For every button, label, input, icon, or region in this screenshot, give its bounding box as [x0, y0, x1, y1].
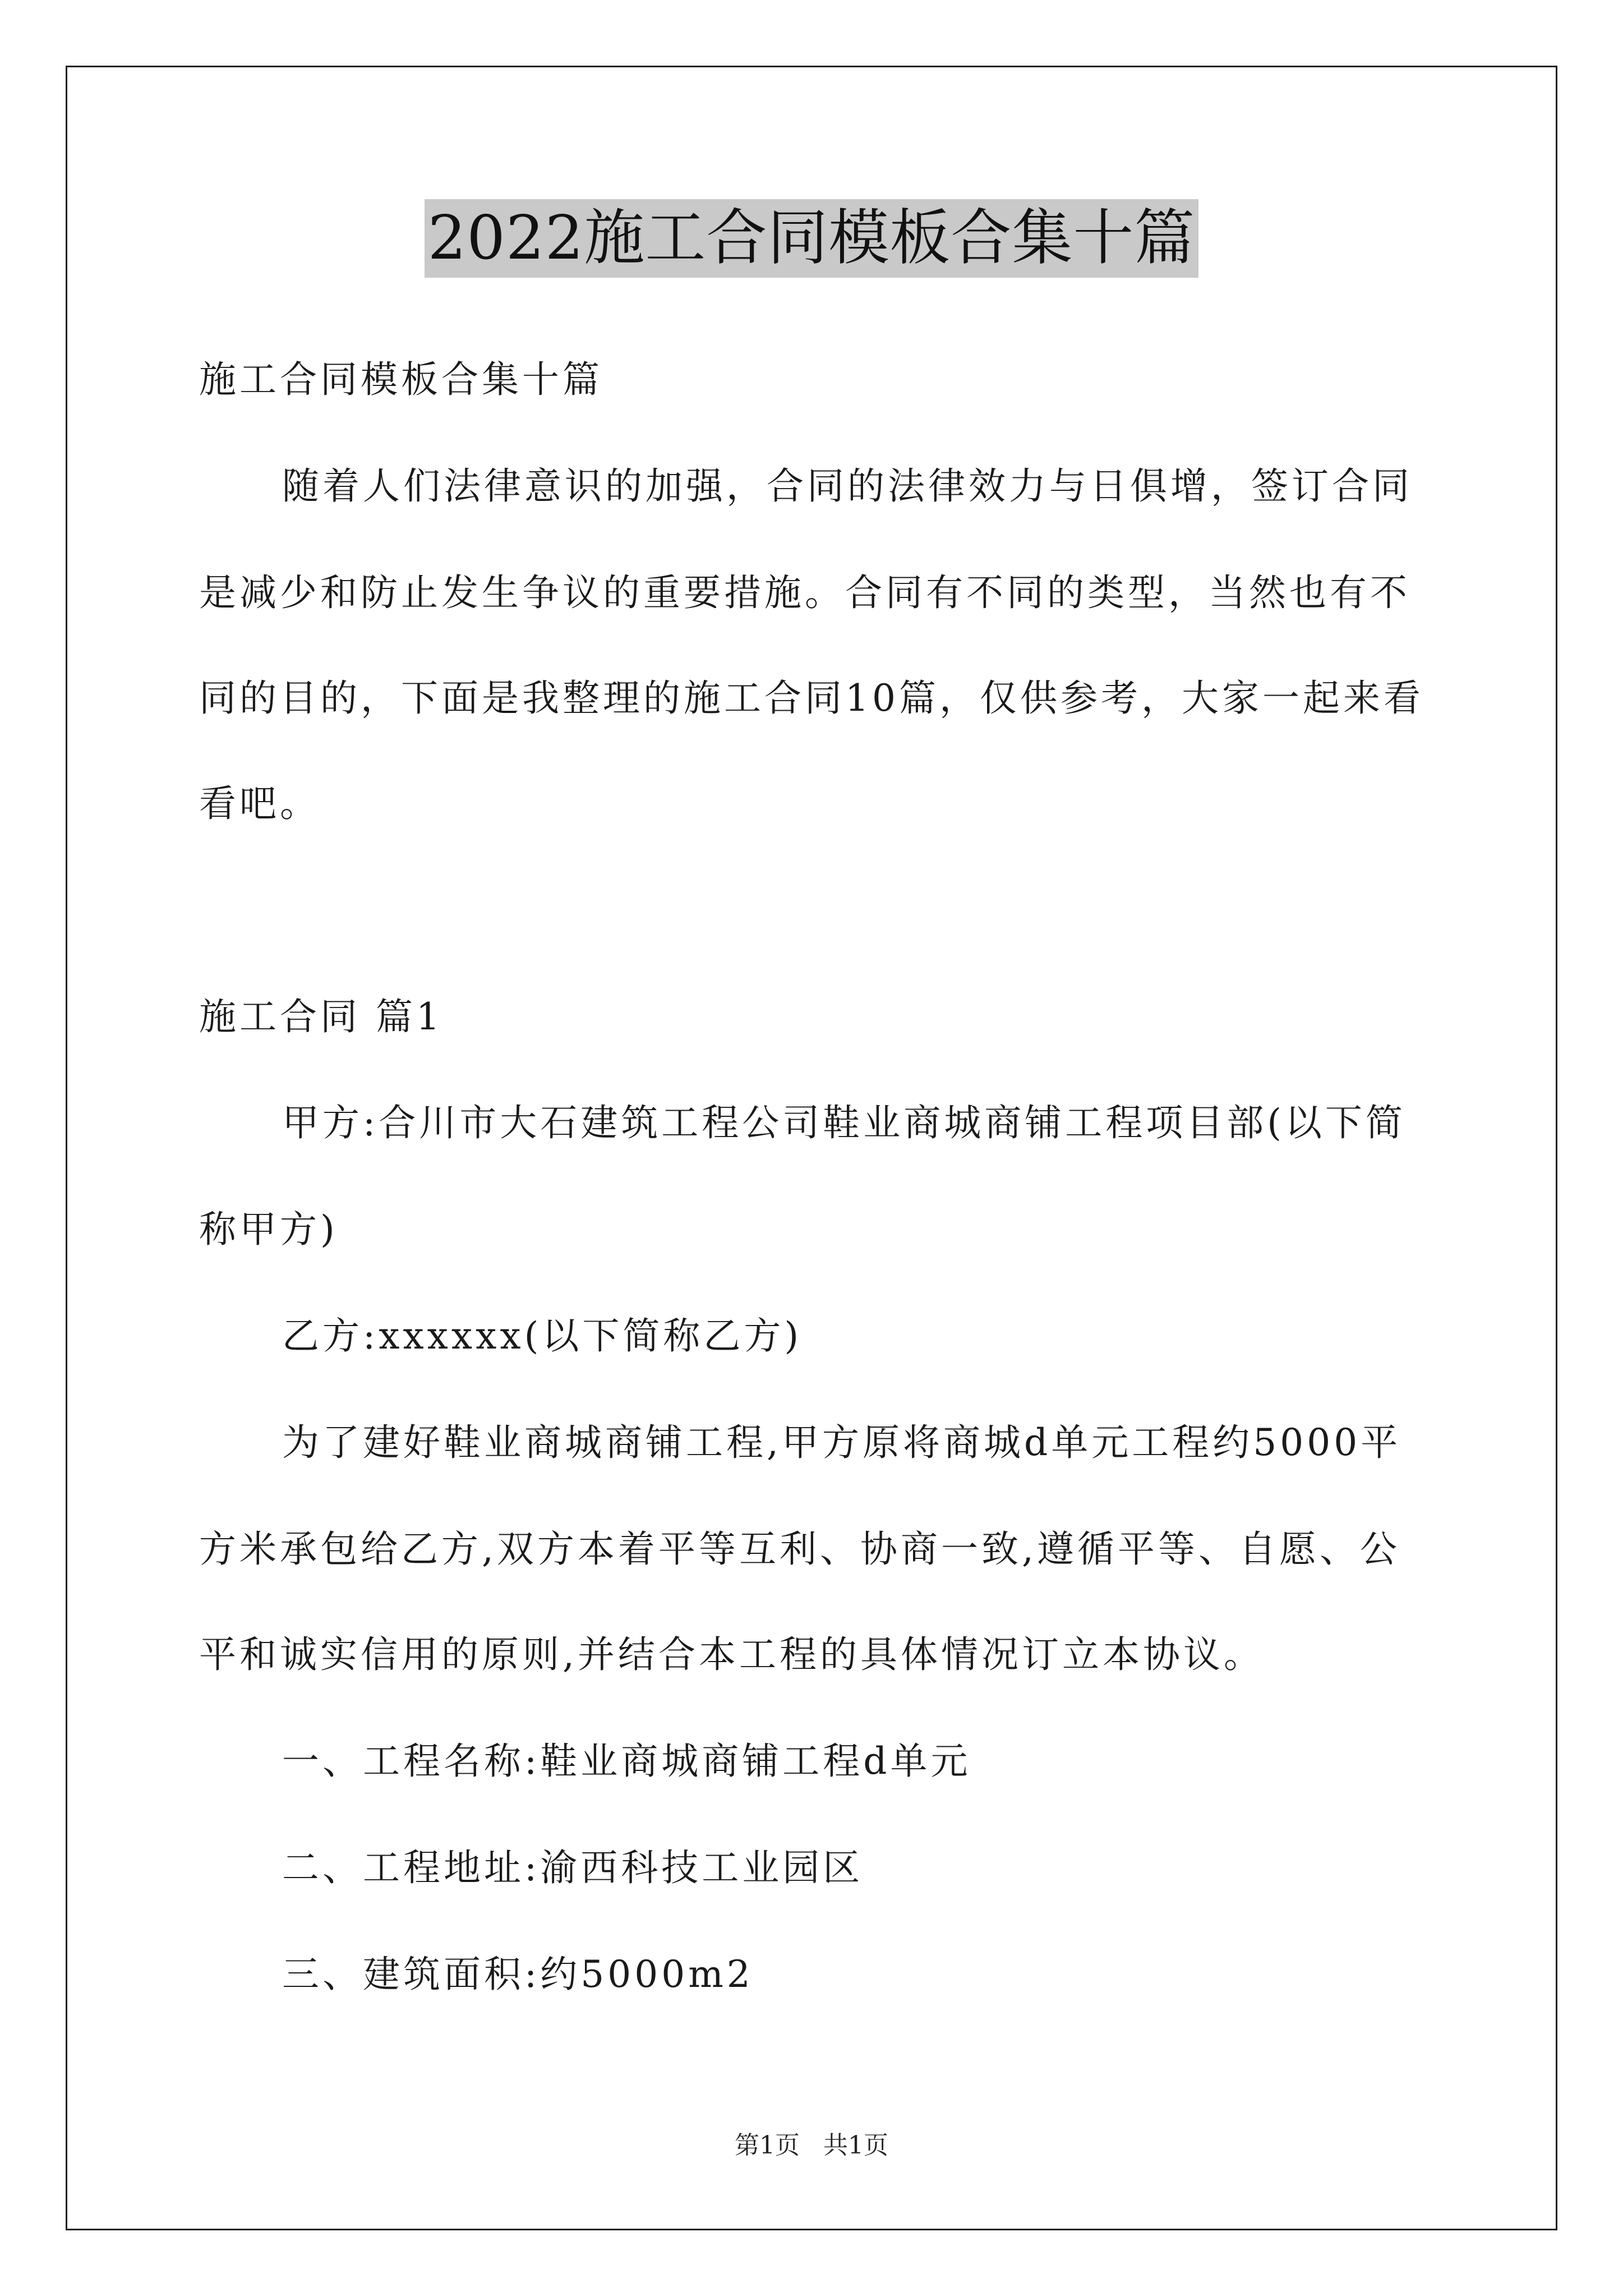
page-footer	[0, 2129, 1623, 2162]
subtitle: 施工合同模板合集十篇	[199, 358, 603, 401]
clause-line: 一、工程名称:鞋业商城商铺工程d单元	[282, 1740, 971, 1783]
party-a-line: 甲方:合川市大石建筑工程公司鞋业商城商铺工程项目部(以下简	[282, 1101, 1406, 1144]
page-number-total: 共1页	[823, 2131, 888, 2160]
document-title: 2022施工合同模板合集十篇	[425, 199, 1199, 278]
title-container	[0, 199, 1623, 278]
purpose-line: 方米承包给乙方,双方本着平等互利、协商一致,遵循平等、自愿、公	[199, 1527, 1400, 1571]
purpose-line: 平和诚实信用的原则,并结合本工程的具体情况订立本协议。	[199, 1633, 1264, 1676]
clause-line: 二、工程地址:渝西科技工业园区	[282, 1846, 864, 1889]
party-a-line: 称甲方)	[199, 1208, 338, 1251]
purpose-line: 为了建好鞋业商城商铺工程,甲方原将商城d单元工程约5000平	[282, 1421, 1401, 1464]
party-b-line: 乙方:xxxxxx(以下简称乙方)	[282, 1314, 803, 1358]
section-heading: 施工合同 篇1	[199, 995, 443, 1038]
page-number-current: 第1页	[735, 2131, 800, 2160]
intro-line: 随着人们法律意识的加强，合同的法律效力与日俱增，签订合同	[282, 464, 1413, 508]
intro-line: 是减少和防止发生争议的重要措施。合同有不同的类型，当然也有不	[199, 571, 1410, 614]
intro-line: 看吧。	[199, 782, 320, 825]
intro-line: 同的目的，下面是我整理的施工合同10篇，仅供参考，大家一起来看	[199, 677, 1424, 720]
clause-line: 三、建筑面积:约5000m2	[282, 1953, 754, 1996]
